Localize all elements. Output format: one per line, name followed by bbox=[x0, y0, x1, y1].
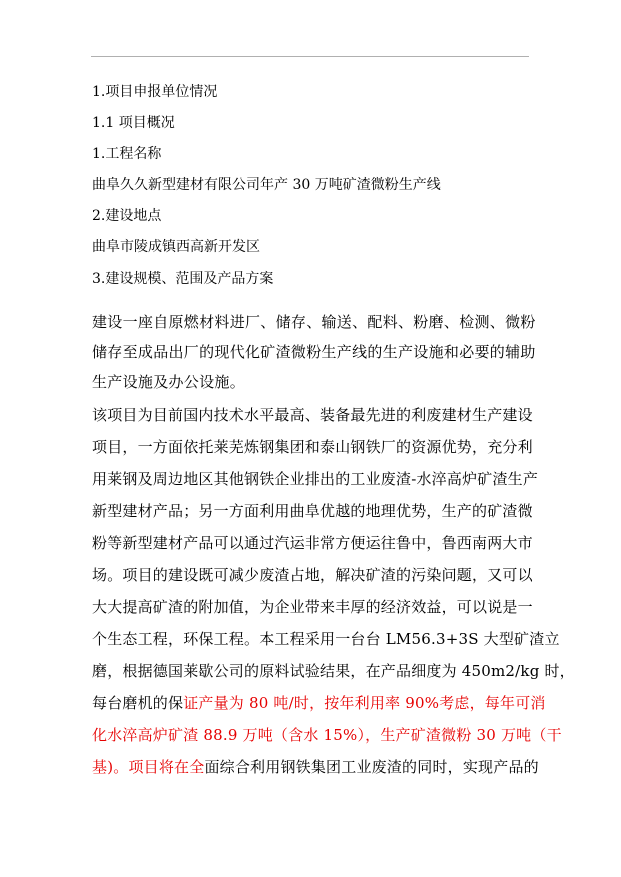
paragraph-line: 磨，根据德国莱歇公司的原料试验结果，在产品细度为 450m2/kg 时， bbox=[92, 662, 575, 680]
highlighted-text: 证产量为 80 吨/时，按年利用率 90%考虑，每年可消 bbox=[183, 694, 546, 712]
paragraph-1 bbox=[92, 307, 536, 397]
paragraph-text-black: 面综合利用钢铁集团工业废渣的同时，实现产品的 bbox=[204, 758, 539, 776]
item-2-label: 2.建设地点 bbox=[92, 208, 162, 225]
paragraph-line-mixed bbox=[92, 751, 539, 783]
paragraph-line-mixed bbox=[92, 687, 546, 719]
paragraph-2 bbox=[92, 399, 575, 783]
paragraph-line: 用莱钢及周边地区其他钢铁企业排出的工业废渣-水淬高炉矿渣生产 bbox=[92, 470, 539, 488]
highlighted-line: 化水淬高炉矿渣 88.9 万吨（含水 15%），生产矿渣微粉 30 万吨（干 bbox=[92, 726, 562, 744]
document-headings bbox=[92, 80, 530, 298]
paragraph-line: 粉等新型建材产品可以通过汽运非常方便运往鲁中，鲁西南两大市 bbox=[92, 534, 533, 552]
heading-1-1: 1.1 项目概况 bbox=[92, 115, 175, 132]
paragraph-line: 场。项目的建设既可减少废渣占地，解决矿渣的污染问题，又可以 bbox=[92, 566, 533, 584]
paragraph-text-black: 每台磨机的保 bbox=[92, 694, 184, 712]
heading-1: 1.项目申报单位情况 bbox=[92, 84, 218, 100]
paragraph-line: 储存至成品出厂的现代化矿渣微粉生产线的生产设施和必要的辅助 bbox=[92, 343, 536, 361]
header-rule bbox=[91, 56, 529, 57]
highlighted-text: 基)。项目将在全 bbox=[92, 758, 205, 776]
paragraph-line: 个生态工程，环保工程。本工程采用一台台 LM56.3+3S 大型矿渣立 bbox=[92, 630, 560, 648]
paragraph-line: 建设一座自原燃材料进厂、储存、输送、配料、粉磨、检测、微粉 bbox=[92, 313, 536, 331]
item-3-label: 3.建设规模、范围及产品方案 bbox=[92, 270, 274, 287]
item-1-label: 1.工程名称 bbox=[92, 146, 162, 163]
item-1-value: 曲阜久久新型建材有限公司年产 30 万吨矿渣微粉生产线 bbox=[92, 177, 441, 194]
paragraph-line: 项目，一方面依托莱芜炼钢集团和泰山钢铁厂的资源优势，充分利 bbox=[92, 438, 533, 456]
paragraph-line: 大大提高矿渣的附加值，为企业带来丰厚的经济效益，可以说是一 bbox=[92, 598, 533, 616]
paragraph-line: 该项目为目前国内技术水平最高、装备最先进的利废建材生产建设 bbox=[92, 406, 533, 424]
paragraph-line: 新型建材产品；另一方面利用曲阜优越的地理优势，生产的矿渣微 bbox=[92, 502, 533, 520]
paragraph-line: 生产设施及办公设施。 bbox=[92, 373, 246, 391]
item-2-value: 曲阜市陵成镇西高新开发区 bbox=[92, 239, 260, 256]
document-body bbox=[92, 307, 575, 783]
